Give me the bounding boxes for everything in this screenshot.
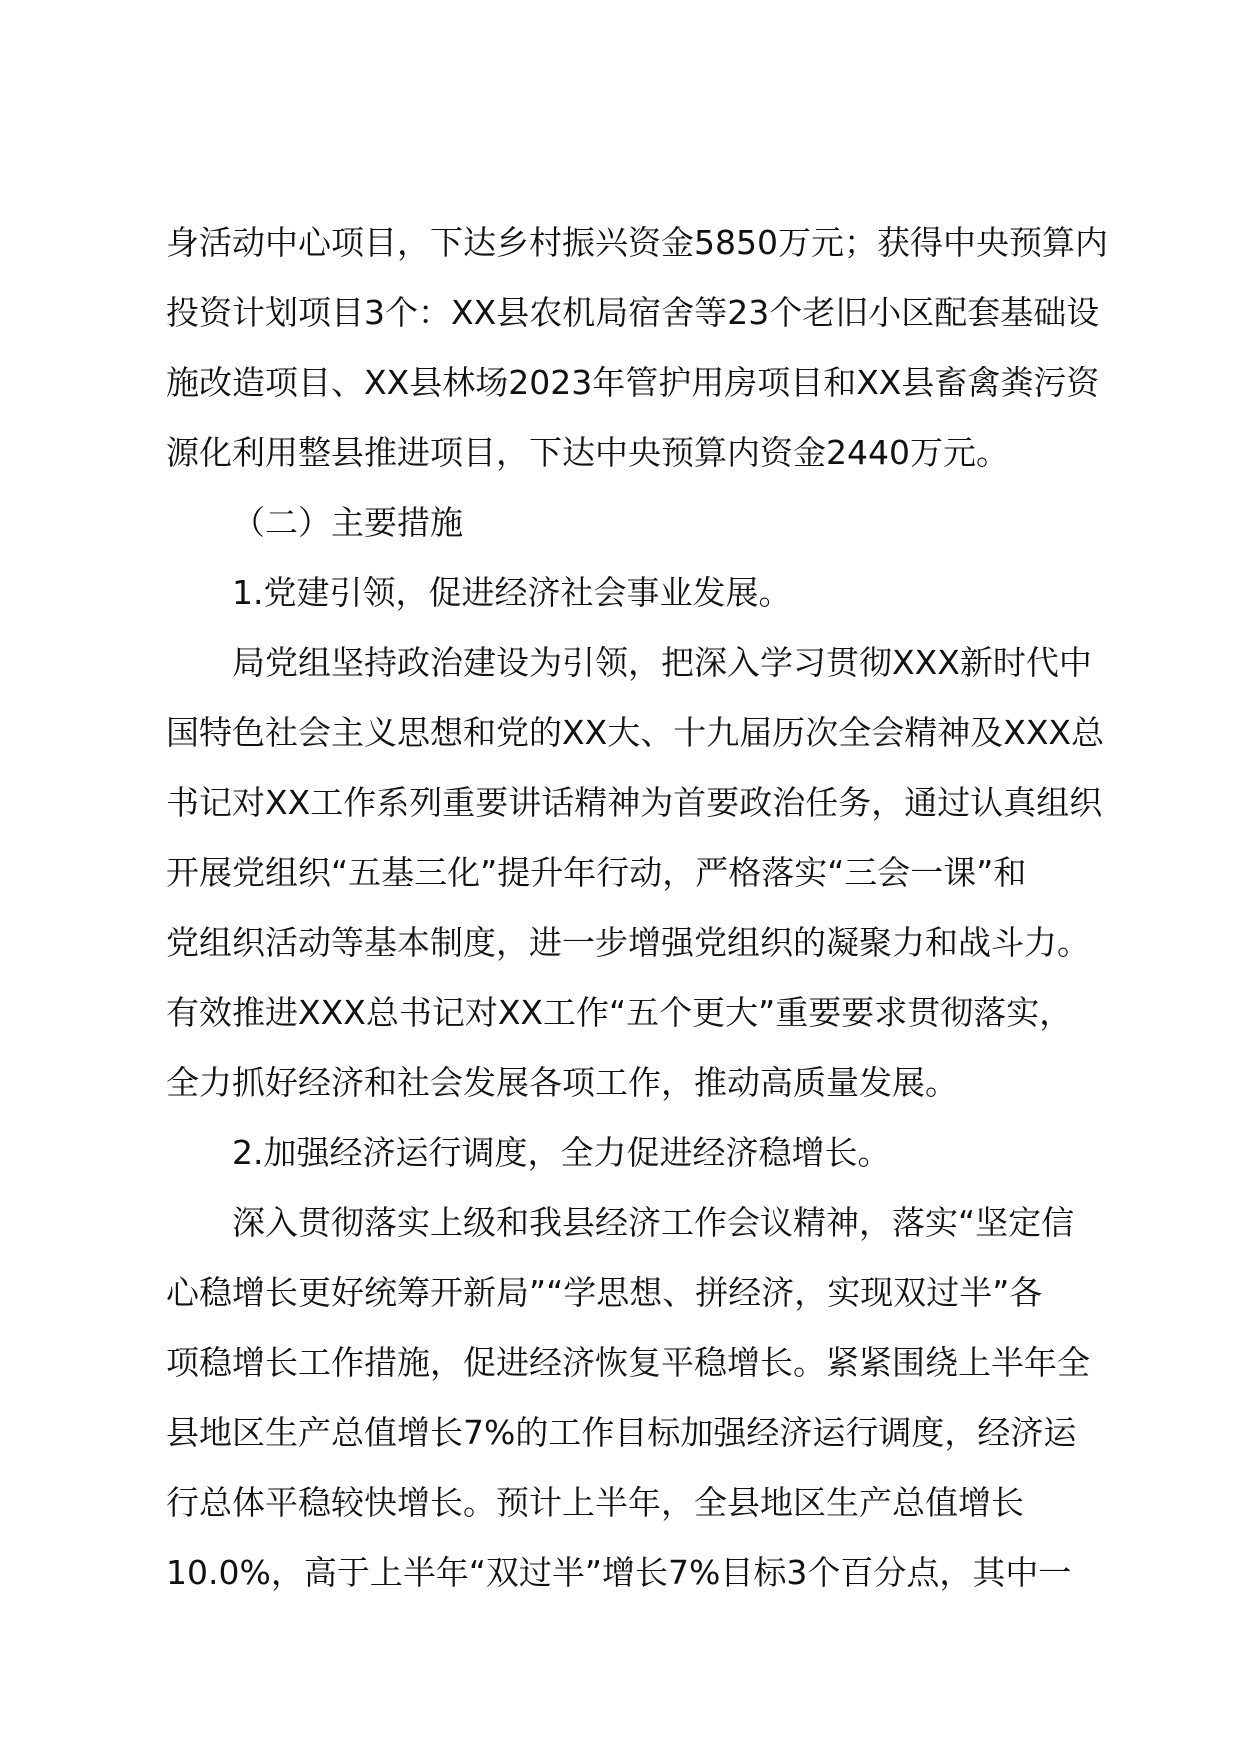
text-line: 有效推进XXX总书记对XX工作“五个更大”重要要求贯彻落实， [166, 993, 1073, 1032]
text-line: 10.0%，高于上半年“双过半”增长7%目标3个百分点，其中一 [166, 1553, 1072, 1592]
subsection-heading: 2.加强经济运行调度，全力促进经济稳增长。 [232, 1133, 891, 1172]
text-line: 施改造项目、XX县林场2023年管护用房项目和XX县畜禽粪污资 [166, 363, 1100, 402]
text-line: 局党组坚持政治建设为引领，把深入学习贯彻XXX新时代中 [232, 643, 1092, 682]
text-line: 深入贯彻落实上级和我县经济工作会议精神，落实“坚定信 [232, 1203, 1075, 1242]
text-line: 投资计划项目3个：XX县农机局宿舍等23个老旧小区配套基础设 [166, 293, 1100, 332]
text-line: 项稳增长工作措施，促进经济恢复平稳增长。紧紧围绕上半年全 [166, 1343, 1090, 1382]
text-line: 县地区生产总值增长7%的工作目标加强经济运行调度，经济运 [166, 1413, 1077, 1452]
text-line: 全力抓好经济和社会发展各项工作，推动高质量发展。 [166, 1063, 958, 1102]
text-line: 党组织活动等基本制度，进一步增强党组织的凝聚力和战斗力。 [166, 923, 1090, 962]
text-line: 书记对XX工作系列重要讲话精神为首要政治任务，通过认真组织 [166, 783, 1103, 822]
document-body [166, 208, 1121, 1608]
text-line: 开展党组织“五基三化”提升年行动，严格落实“三会一课”和 [166, 853, 1027, 892]
text-line: 行总体平稳较快增长。预计上半年，全县地区生产总值增长 [166, 1483, 1024, 1522]
text-line: 身活动中心项目，下达乡村振兴资金5850万元；获得中央预算内 [166, 223, 1108, 262]
text-line: 心稳增长更好统筹开新局”“学思想、拼经济，实现双过半”各 [166, 1273, 1043, 1312]
subsection-heading: 1.党建引领，促进经济社会事业发展。 [232, 573, 792, 612]
section-heading: （二）主要措施 [232, 503, 463, 542]
text-line: 国特色社会主义思想和党的XX大、十九届历次全会精神及XXX总 [166, 713, 1105, 752]
text-line: 源化利用整县推进项目，下达中央预算内资金2440万元。 [166, 433, 1009, 472]
